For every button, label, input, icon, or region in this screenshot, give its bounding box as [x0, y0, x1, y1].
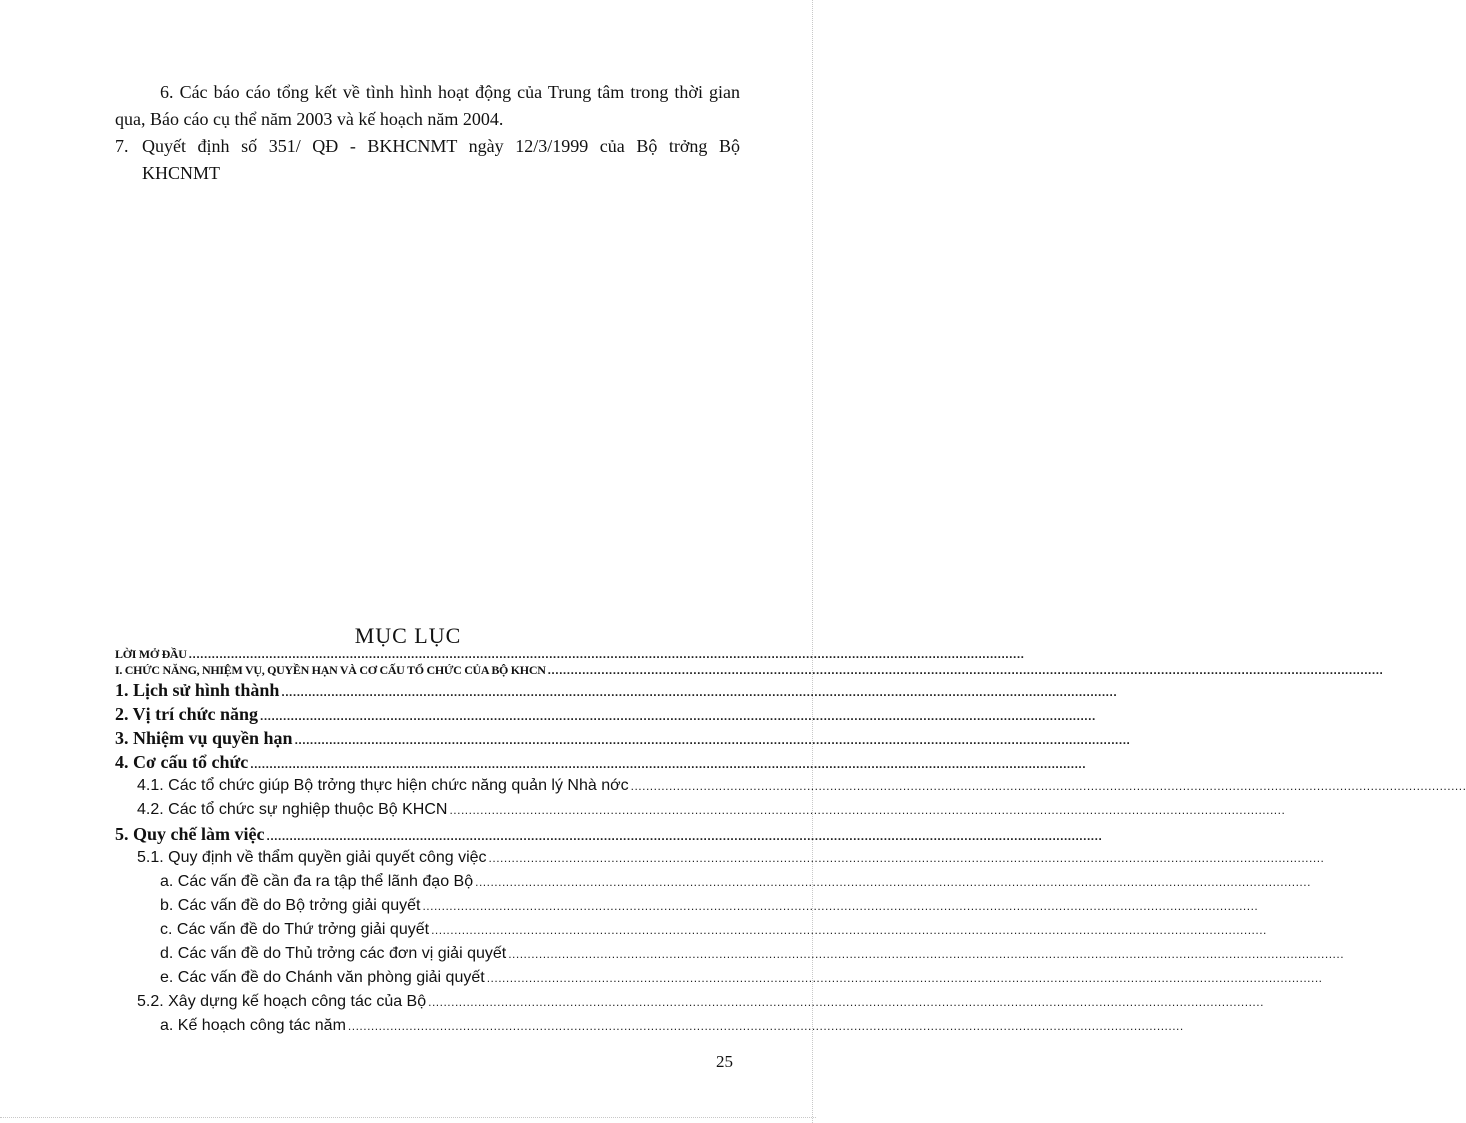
toc-entry-label: 4. Cơ cấu tổ chức: [115, 752, 249, 772]
toc-leader-dots: ..........................................................................................................................................................................................................................: [475, 875, 1311, 889]
toc-entry-label: 5.2. Xây dựng kế hoạch công tác của Bộ: [137, 993, 427, 1010]
page-border-bottom: [0, 1117, 816, 1118]
toc-leader-dots: ..........................................................................................................................................................................................................................: [188, 647, 1025, 661]
toc-entry-section-1[interactable]: [115, 678, 1118, 702]
toc-entry-5-1[interactable]: [115, 846, 1325, 870]
toc-entry-section-4[interactable]: [115, 750, 1087, 774]
toc-leader-dots: ..........................................................................................................................................................................................................................: [428, 995, 1264, 1009]
toc-leader-dots: ..........................................................................................................................................................................................................................: [488, 851, 1325, 865]
toc-leader-dots: ..........................................................................................................................................................................................................................: [259, 709, 1096, 723]
toc-entry-5-1-c[interactable]: [115, 918, 1267, 942]
toc-entry-label: 4.2. Các tổ chức sự nghiệp thuộc Bộ KHCN: [137, 801, 448, 818]
toc-title: MỤC LỤC: [354, 623, 462, 648]
toc-entry-label: 1. Lịch sử hình thành: [115, 680, 280, 700]
toc-entry-5-1-b[interactable]: [115, 894, 1259, 918]
toc-leader-dots: ..........................................................................................................................................................................................................................: [486, 971, 1323, 985]
reference-item-7-line2: KHCNMT: [142, 163, 221, 183]
toc-leader-dots: ..........................................................................................................................................................................................................................: [250, 757, 1087, 771]
table-of-contents: [115, 647, 1466, 1038]
toc-entry-5-2-a[interactable]: [115, 1014, 1184, 1038]
toc-leader-dots: ..........................................................................................................................................................................................................................: [422, 899, 1259, 913]
toc-entry-label: 5.1. Quy định về thẩm quyền giải quyết công việc: [137, 849, 487, 866]
toc-entry-5-1-d[interactable]: [115, 942, 1345, 966]
toc-entry-chapter-1[interactable]: [115, 662, 1384, 678]
toc-leader-dots: ..........................................................................................................................................................................................................................: [449, 803, 1286, 817]
reference-item-6: 6. Các báo cáo tổng kết về tình hình hoạt động của Trung tâm trong thời gian qua, Báo cáo cụ thể năm 2003 và kế hoạch năm 2004.: [115, 82, 740, 129]
toc-entry-label: c. Các vấn đề do Thứ trởng giải quyết: [160, 921, 430, 938]
toc-entry-label: I. CHỨC NĂNG, NHIỆM VỤ, QUYỀN HẠN VÀ CƠ CẤU TỔ CHỨC CỦA BỘ KHCN: [115, 663, 546, 677]
toc-entry-5-1-a[interactable]: [115, 870, 1311, 894]
toc-entry-label: e. Các vấn đề do Chánh văn phòng giải quyết: [160, 969, 485, 986]
reference-item-7-line1: Quyết định số 351/ QĐ - BKHCNMT ngày 12/3/1999 của Bộ trởng Bộ: [142, 136, 740, 156]
toc-entry-label: d. Các vấn đề do Thủ trởng các đơn vị giải quyết: [160, 945, 507, 962]
toc-entry-label: b. Các vấn đề do Bộ trởng giải quyết: [160, 897, 421, 914]
toc-leader-dots: ..........................................................................................................................................................................................................................: [431, 923, 1267, 937]
toc-entry-5-1-e[interactable]: [115, 966, 1323, 990]
toc-entry-4-2[interactable]: [115, 798, 1286, 822]
toc-entry-label: 4.1. Các tổ chức giúp Bộ trởng thực hiện chức năng quản lý Nhà nớc: [137, 777, 629, 794]
toc-leader-dots: ..........................................................................................................................................................................................................................: [266, 829, 1103, 843]
toc-entry-section-2[interactable]: [115, 702, 1096, 726]
reference-item-7: [115, 133, 740, 187]
toc-entry-section-3[interactable]: [115, 726, 1131, 750]
toc-entry-label: 5. Quy chế làm việc: [115, 824, 265, 844]
toc-entry-label: LỜI MỞ ĐẦU: [115, 647, 187, 661]
toc-leader-dots: ..........................................................................................................................................................................................................................: [281, 685, 1118, 699]
toc-entry-label: 2. Vị trí chức năng: [115, 704, 258, 724]
toc-entry-section-5[interactable]: [115, 822, 1103, 846]
toc-entry-loi-mo-dau[interactable]: [115, 647, 1025, 661]
toc-leader-dots: ..........................................................................................................................................................................................................................: [630, 779, 1466, 793]
page-number: 25: [716, 1052, 733, 1071]
reference-item-7-number: 7.: [115, 136, 129, 156]
toc-entry-label: 3. Nhiệm vụ quyền hạn: [115, 728, 293, 748]
toc-leader-dots: ..........................................................................................................................................................................................................................: [294, 733, 1131, 747]
toc-leader-dots: ..........................................................................................................................................................................................................................: [547, 663, 1384, 677]
toc-leader-dots: ..........................................................................................................................................................................................................................: [347, 1019, 1184, 1033]
toc-leader-dots: ..........................................................................................................................................................................................................................: [508, 947, 1345, 961]
toc-entry-4-1[interactable]: [115, 774, 1466, 798]
toc-entry-label: a. Các vấn đề cần đa ra tập thể lãnh đạo Bộ: [160, 873, 474, 890]
toc-entry-5-2[interactable]: [115, 990, 1264, 1014]
toc-entry-label: a. Kế hoạch công tác năm: [160, 1017, 346, 1034]
